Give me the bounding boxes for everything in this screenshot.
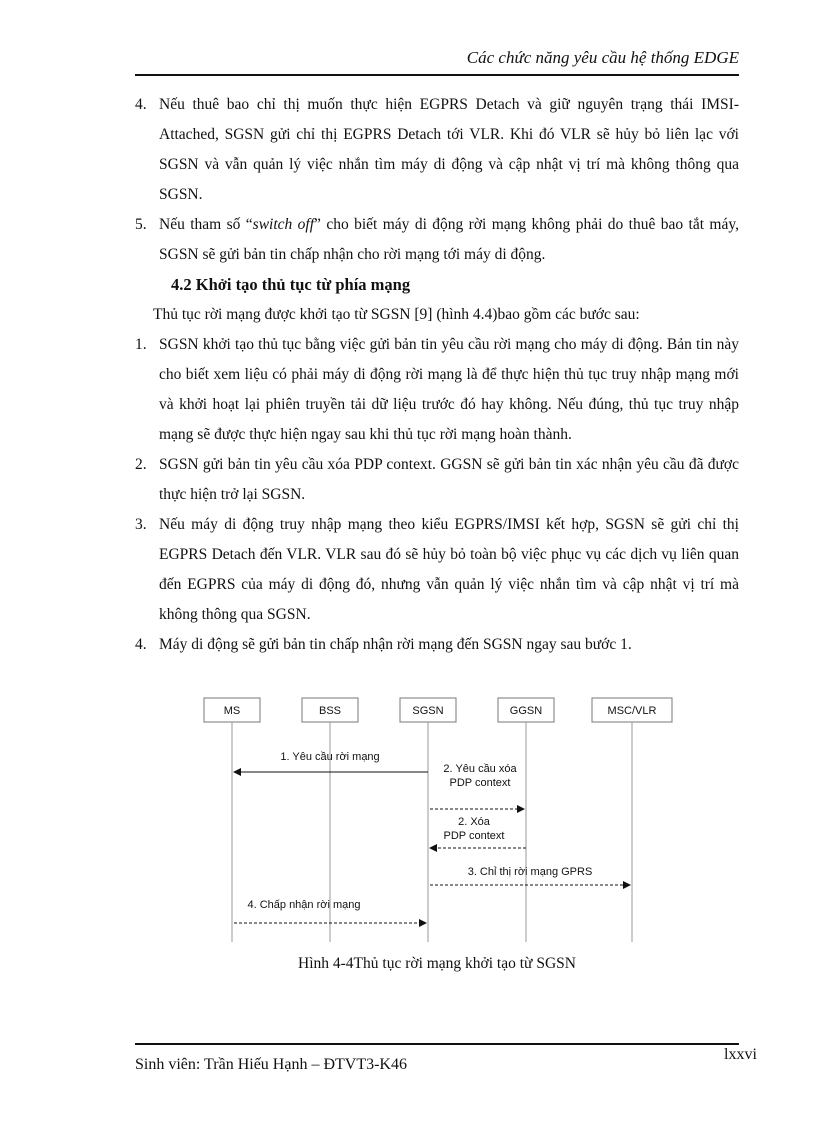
entity-label-bss: BSS bbox=[318, 705, 342, 717]
list-text: Nếu máy di động truy nhập mạng theo kiểu EGPRS/IMSI kết hợp, SGSN sẽ gửi chỉ thị EGPRS Detach đến VLR. VLR sau đó sẽ hủy bỏ toàn bộ việc phục vụ các dịch vụ liên quan đến EGPRS của máy di động đó, nhưng vẫn quản lý việc nhắn tìm và cập nhật vị trí mà không thông qua SGSN. bbox=[159, 516, 739, 623]
message-label-3: 3. Chỉ thị rời mạng GPRS bbox=[467, 866, 593, 878]
page-number: lxxvi bbox=[724, 1046, 757, 1063]
footer-rule bbox=[135, 1043, 739, 1045]
list-text: Nếu tham số “switch off” cho biết máy di động rời mạng không phải do thuê bao tắt máy, SGSN sẽ gửi bản tin chấp nhận cho rời mạng tới máy di động. bbox=[159, 216, 739, 263]
list-item bbox=[135, 630, 739, 660]
list-number: 2. bbox=[135, 456, 147, 473]
footer-student: Sinh viên: Trần Hiếu Hạnh – ĐTVT3-K46 bbox=[135, 1056, 407, 1073]
message-label-4: 4. Chấp nhận rời mạng bbox=[247, 899, 361, 911]
list-number: 4. bbox=[135, 96, 147, 113]
list-item bbox=[135, 330, 739, 450]
list-text: SGSN khởi tạo thủ tục bằng việc gửi bản tin yêu cầu rời mạng cho máy di động. Bản tin này cho biết xem liệu có phải máy di động rời mạng là để thực hiện thủ tục truy nhập mạng mới và khởi hoạt lại phiên truyền tải dữ liệu trước đó hay không. Nếu đúng, thủ tục truy nhập mạng sẽ được thực hiện ngay sau khi thủ tục rời mạng hoàn thành. bbox=[159, 336, 739, 443]
message-label-2b-line2: PDP context bbox=[443, 830, 505, 842]
list-number: 5. bbox=[135, 216, 147, 233]
list-number: 1. bbox=[135, 336, 147, 353]
list-item bbox=[135, 450, 739, 510]
list-number: 4. bbox=[135, 636, 147, 653]
message-label-1: 1. Yêu cầu rời mạng bbox=[280, 751, 380, 763]
running-header: Các chức năng yêu cầu hệ thống EDGE bbox=[466, 48, 739, 67]
list-number: 3. bbox=[135, 516, 147, 533]
entity-label-ms: MS bbox=[223, 705, 241, 717]
header-rule bbox=[135, 74, 739, 76]
list-text: Nếu thuê bao chỉ thị muốn thực hiện EGPRS Detach và giữ nguyên trạng thái IMSI-Attached, SGSN gửi chỉ thị EGPRS Detach tới VLR. Khi đó VLR sẽ hủy bỏ liên lạc với SGSN và vẫn quản lý việc nhắn tìm máy di động và cập nhật vị trí mà không thông qua SGSN. bbox=[159, 96, 739, 203]
list-text: SGSN gửi bản tin yêu cầu xóa PDP context. GGSN sẽ gửi bản tin xác nhận yêu cầu đã được thực hiện trở lại SGSN. bbox=[159, 456, 739, 503]
entity-label-ggsn: GGSN bbox=[509, 705, 543, 717]
message-label-2a-line1: 2. Yêu cầu xóa bbox=[443, 763, 517, 775]
switch-off-term: switch off bbox=[252, 216, 315, 233]
list-item bbox=[135, 510, 739, 630]
message-label-2b-line1: 2. Xóa bbox=[458, 816, 490, 828]
list-text: Máy di động sẽ gửi bản tin chấp nhận rời mạng đến SGSN ngay sau bước 1. bbox=[159, 636, 632, 653]
page-body bbox=[135, 90, 739, 660]
sequence-diagram bbox=[190, 694, 680, 949]
figure-caption: Hình 4-4Thủ tục rời mạng khởi tạo từ SGSN bbox=[298, 955, 576, 972]
section-intro: Thủ tục rời mạng được khởi tạo từ SGSN [9] (hình 4.4)bao gồm các bước sau: bbox=[153, 306, 640, 323]
entity-label-msc-vlr: MSC/VLR bbox=[607, 705, 657, 717]
section-heading: 4.2 Khởi tạo thủ tục từ phía mạng bbox=[171, 275, 411, 294]
list-item bbox=[135, 210, 739, 270]
list-item bbox=[135, 90, 739, 210]
entity-label-sgsn: SGSN bbox=[412, 705, 444, 717]
message-label-2a-line2: PDP context bbox=[449, 777, 511, 789]
